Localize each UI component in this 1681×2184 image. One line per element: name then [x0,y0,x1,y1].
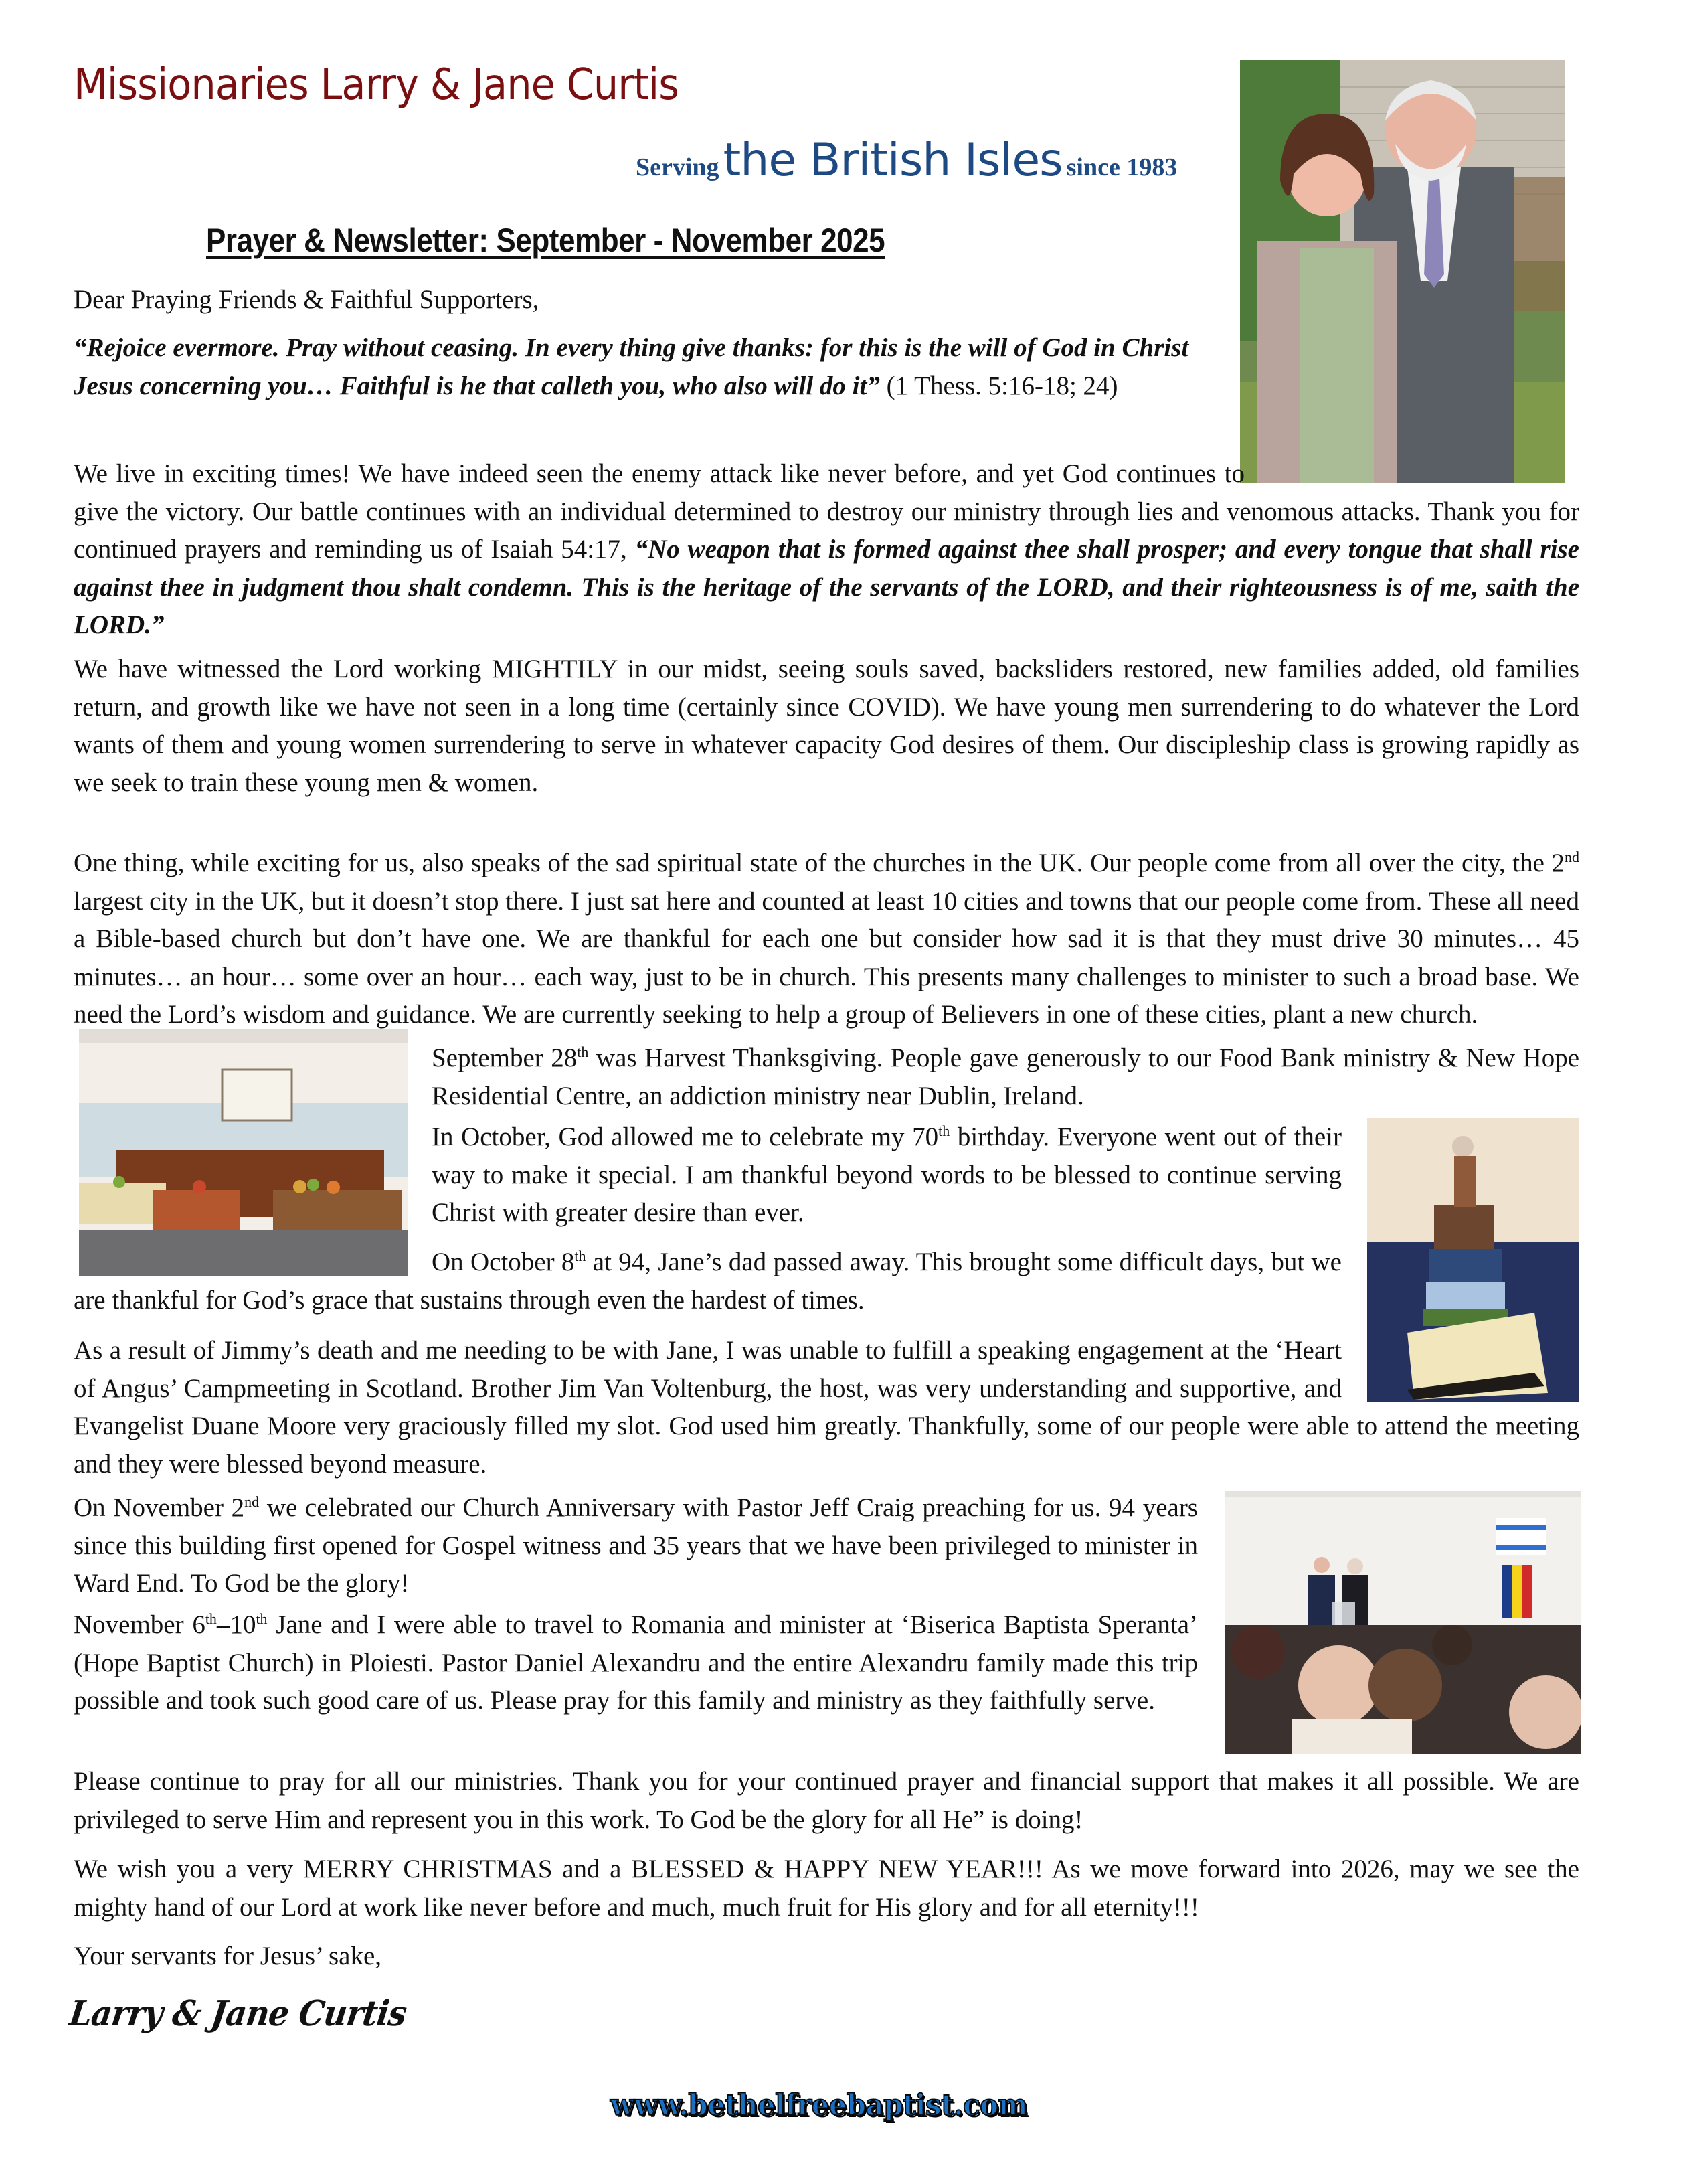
romania-church-photo [1225,1491,1581,1754]
ordinal-suffix: th [577,1043,589,1060]
paragraph-text: largest city in the UK, but it doesn’t stop there. I just sat here and counted at least 10 cities and towns that our people come from. These all need a Bible-based church but don’t have one. We are thankful for each one but consider how sad it is that they must drive 30 minutes… 45 minutes… an hour… some over an hour… each way, just to be in church. This presents many challenges to minister to such a broad base. We need the Lord’s wisdom and guidance. We are currently seeking to help a group of Believers in one of these cities, plant a new church. [74,886,1579,1029]
missionaries-title: Missionaries Larry & Jane Curtis [74,60,679,110]
signature: Larry & Jane Curtis [67,1993,409,2034]
isaiah-quote: “No weapon that is formed against thee shall prosper; and every tongue that shall rise against thee in judgment thou shalt condemn. This is the heritage of the servants of the LORD, and their righteousness is of me, saith the LORD.” [74,535,1579,639]
serving-since: since 1983 [1066,153,1178,181]
paragraph-campmeeting [74,1332,1579,1483]
verse-reference: (1 Thess. 5:16-18; 24) [879,371,1118,400]
greeting [74,281,1211,319]
paragraph-text: November 6 [74,1610,205,1639]
photo-wrap-spacer [74,1244,432,1281]
romania-photo-image [1225,1491,1581,1754]
verse-quote: “Rejoice evermore. Pray without ceasing. In every thing give thanks: for this is the will of God in Christ Jesus concerning you… Faithful is he that calleth you, who also will do it” [74,333,1189,400]
paragraph-text: In October, God allowed me to celebrate my 70 [432,1122,939,1151]
paragraph-uk-churches [74,845,1579,1034]
paragraph-text: On November 2 [74,1493,245,1522]
harvest-photo [79,1029,408,1276]
paragraph-janes-dad [74,1244,1342,1319]
paragraph-text: Jane and I were able to travel to Romania and minister at ‘Biserica Baptista Speranta’ (Hope Baptist Church) in Ploiesti. Pastor Daniel Alexandru and the entire Alexandru family made this trip possible and took such good care of us. Please pray for this family and ministry as they faithfully serve. [74,1610,1198,1715]
photo-wrap-spacer [1342,1332,1579,1407]
paragraph-text: On October 8 [432,1248,575,1276]
ordinal-suffix: th [256,1610,268,1627]
serving-region: the British Isles [723,134,1063,187]
paragraph-text: Please continue to pray for all our ministries. Thank you for your continued prayer and financial support that makes it all possible. We are privileged to serve Him and represent you in this work. To God be the glory for all He” is doing! [74,1767,1579,1834]
ordinal-suffix: th [938,1122,950,1139]
paragraph-text: We live in exciting times! We have indeed seen the enemy attack like never before, and yet God continues to give the victory. Our battle continues with an individual determined to destroy our ministry through lies and venomous attacks. Thank you for continued prayers and reminding us of Isaiah 54:17, [74,459,1579,564]
photo-wrap-spacer [1245,455,1579,493]
paragraph-text: As a result of Jimmy’s death and me needing to be with Jane, I was unable to fulfill a speaking engagement at the ‘Heart of Angus’ Campmeeting in Scotland. Brother Jim Van Voltenburg, the host, was very understanding and supportive, and Evangelist Duane Moore very graciously filled my slot. God used him greatly. Thankfully, some of our people were able to attend the meeting and they were blessed beyond measure. [74,1336,1579,1479]
paragraph-romania-trip [74,1606,1198,1720]
couple-photo-image [1240,60,1565,483]
website-link[interactable]: www.bethelfreebaptist.com [610,2088,1028,2122]
paragraph-text: September 28 [432,1043,578,1072]
greeting-text: Dear Praying Friends & Faithful Supporters, [74,285,539,314]
harvest-photo-image [79,1029,408,1276]
date-range-dash: –10 [216,1610,256,1639]
ordinal-suffix: nd [244,1493,260,1510]
paragraph-christmas-wishes [74,1851,1579,1926]
serving-tagline [636,134,1177,187]
closing-text: Your servants for Jesus’ sake, [74,1942,382,1970]
paragraph-text: was Harvest Thanksgiving. People gave generously to our Food Bank ministry & New Hope Residential Centre, an addiction ministry near Dublin, Ireland. [432,1043,1580,1110]
ordinal-suffix: th [205,1610,217,1627]
paragraph-birthday [432,1118,1342,1232]
ordinal-suffix: nd [1565,849,1579,865]
ordinal-suffix: th [574,1248,586,1264]
closing [74,1938,877,1976]
paragraph-text: We wish you a very MERRY CHRISTMAS and a BLESSED & HAPPY NEW YEAR!!! As we move forward into 2026, may we see the mighty hand of our Lord at work like never before and much, much fruit for His glory and for all eternity!!! [74,1855,1579,1922]
paragraph-continue-praying [74,1763,1579,1839]
couple-photo [1240,60,1565,483]
newsletter-title: Prayer & Newsletter: September - November 2025 [206,222,885,259]
paragraph-text: at 94, Jane’s dad passed away. This brought some difficult days, but we are thankful for God’s grace that sustains through even the hardest of times. [74,1248,1342,1315]
paragraph-text: One thing, while exciting for us, also speaks of the sad spiritual state of the churches in the UK. Our people come from all over the city, the 2 [74,849,1565,877]
serving-prefix: Serving [636,153,719,181]
paragraph-enemy-attack [74,455,1579,645]
paragraph-text: we celebrated our Church Anniversary with Pastor Jeff Craig preaching for us. 94 years since this building first opened for Gospel witness and 35 years that we have been privileged to minister in Ward End. To God be the glory! [74,1493,1198,1598]
paragraph-harvest [432,1039,1579,1115]
paragraph-mightily [74,651,1579,802]
opening-verse [74,329,1211,405]
paragraph-text: We have witnessed the Lord working MIGHTILY in our midst, seeing souls saved, backsliders restored, new families added, old families return, and growth like we have not seen in a long time (certainly since COVID). We have young men surrendering to do whatever the Lord wants of them and young women surrendering to serve in whatever capacity God desires of them. Our discipleship class is growing rapidly as we seek to train these young men & women. [74,655,1579,797]
paragraph-text: birthday. Everyone went out of their way to make it special. I am thankful beyond words to be blessed to continue serving Christ with greater desire than ever. [432,1122,1342,1227]
paragraph-church-anniversary [74,1489,1198,1603]
